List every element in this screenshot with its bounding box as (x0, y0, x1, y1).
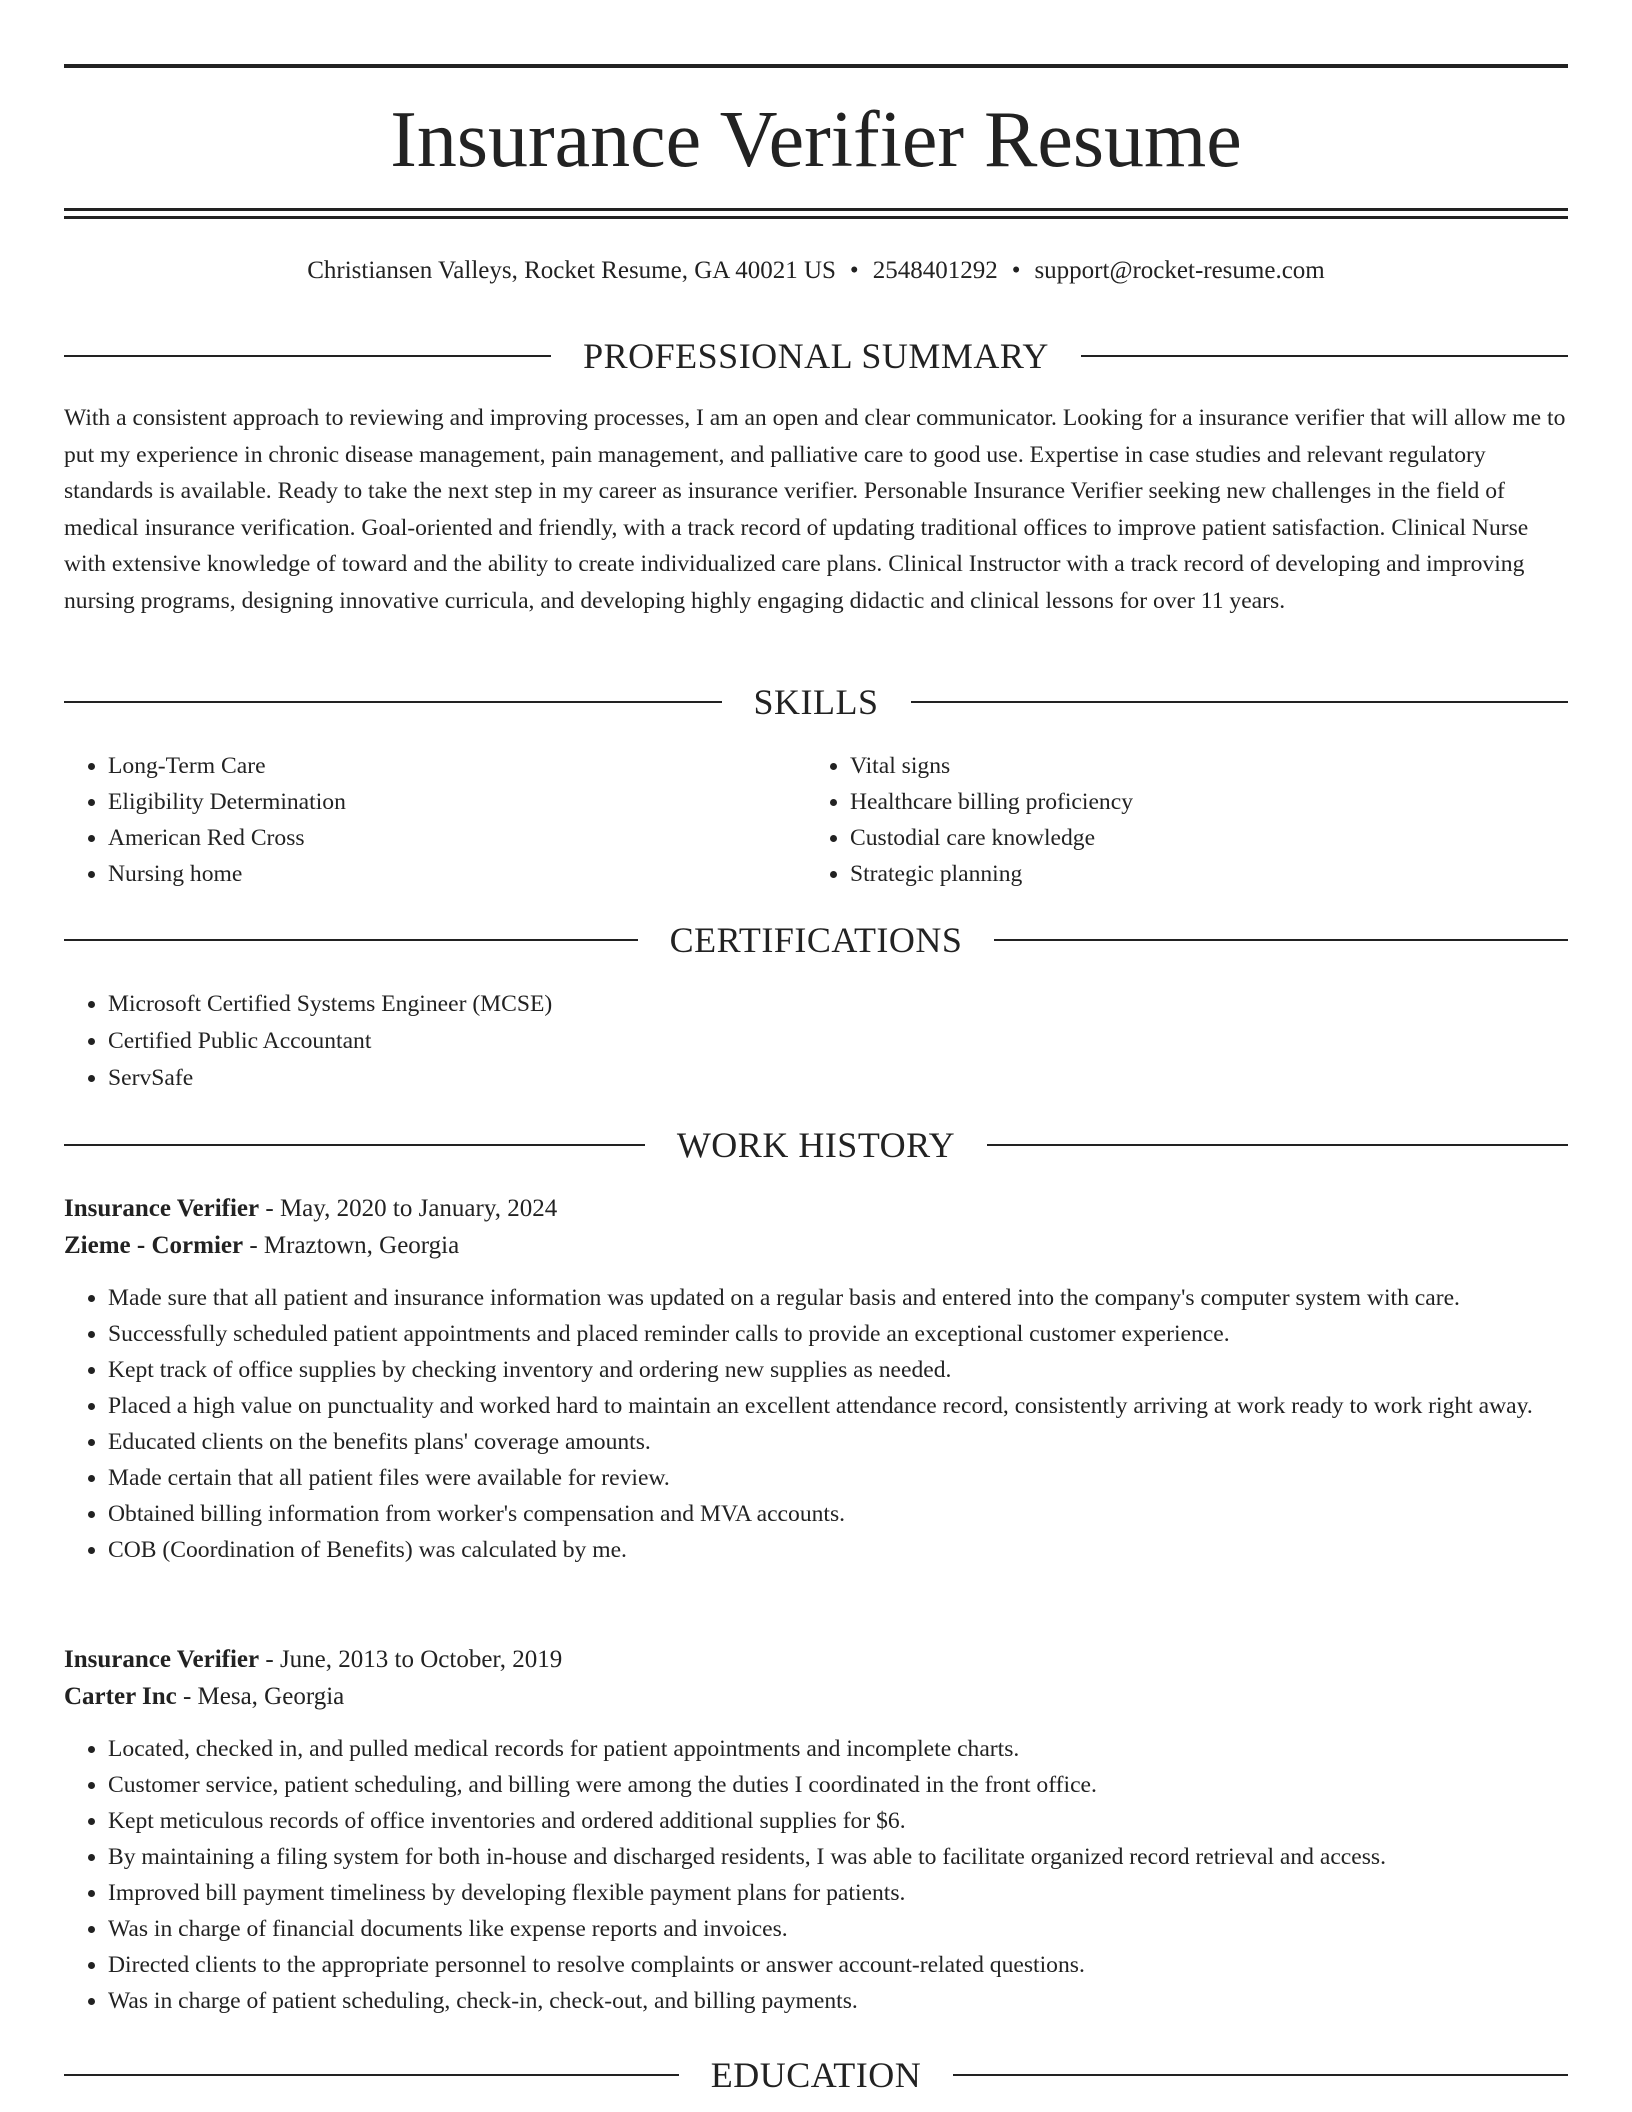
skill-item: • Nursing home (108, 856, 764, 892)
skill-item: • Healthcare billing proficiency (850, 784, 1506, 820)
duty-item: • Educated clients on the benefits plans' coverage amounts. (108, 1424, 1568, 1460)
job-title: Insurance Verifier (64, 1646, 260, 1673)
duty-item: • Located, checked in, and pulled medical records for patient appointments and incomplete charts. (108, 1731, 1568, 1767)
section-title: EDUCATION (710, 2055, 922, 2095)
heading-rule (1081, 355, 1568, 357)
title-rule-lower (64, 216, 1568, 219)
certification-item: • Microsoft Certified Systems Engineer (MCSE) (108, 986, 1568, 1023)
job-title: Insurance Verifier (64, 1195, 260, 1222)
section-title: WORK HISTORY (676, 1125, 956, 1165)
job-company-line: Carter Inc - Mesa, Georgia (64, 1683, 345, 1710)
heading-rule (64, 1144, 645, 1146)
job-duties (64, 1280, 1568, 1568)
job-company-line: Zieme - Cormier - Mraztown, Georgia (64, 1232, 460, 1259)
certification-item: • Certified Public Accountant (108, 1023, 1568, 1060)
heading-rule (64, 355, 551, 357)
heading-rule (64, 2074, 679, 2076)
duty-item: • Kept meticulous records of office inventories and ordered additional supplies for $6. (108, 1803, 1568, 1839)
duty-item: • Made sure that all patient and insurance information was updated on a regular basis and entered into the company's computer system with care. (108, 1280, 1568, 1316)
heading-rule (994, 939, 1568, 941)
section-title: CERTIFICATIONS (669, 920, 963, 960)
duty-item: • Made certain that all patient files were available for review. (108, 1460, 1568, 1496)
contact-email: support@rocket-resume.com (1034, 257, 1325, 284)
contact-separator: • (849, 257, 859, 284)
work-history-section-heading (64, 1123, 1568, 1167)
skill-item: • American Red Cross (108, 820, 764, 856)
job-dates: June, 2013 to October, 2019 (279, 1646, 563, 1673)
skills-column-left (64, 748, 764, 892)
certification-item: • ServSafe (108, 1060, 1568, 1097)
job-company: Carter Inc (64, 1683, 177, 1710)
job-company: Zieme - Cormier (64, 1232, 244, 1259)
job-title-line: Insurance Verifier - May, 2020 to January, 2024 (64, 1195, 558, 1222)
duty-item: • Improved bill payment timeliness by developing flexible payment plans for patients. (108, 1875, 1568, 1911)
job-location: Mraztown, Georgia (263, 1232, 460, 1259)
job-entry (64, 1190, 1568, 1568)
education-section-heading (64, 2053, 1568, 2097)
contact-separator: • (1011, 257, 1021, 284)
skill-item: • Vital signs (850, 748, 1506, 784)
duty-item: • Customer service, patient scheduling, and billing were among the duties I coordinated in the front office. (108, 1767, 1568, 1803)
skills-column-right (806, 748, 1506, 892)
skill-item: • Strategic planning (850, 856, 1506, 892)
top-rule (64, 64, 1568, 68)
job-location: Mesa, Georgia (197, 1683, 345, 1710)
duty-item: • Kept track of office supplies by checking inventory and ordering new supplies as needed. (108, 1352, 1568, 1388)
contact-address: Christiansen Valleys, Rocket Resume, GA 40021 US (307, 257, 836, 284)
section-title: PROFESSIONAL SUMMARY (583, 336, 1049, 376)
heading-rule (953, 2074, 1568, 2076)
job-dates: May, 2020 to January, 2024 (279, 1195, 558, 1222)
skill-item: • Long-Term Care (108, 748, 764, 784)
duty-item: • Placed a high value on punctuality and worked hard to maintain an excellent attendance record, consistently arriving at work ready to work right away. (108, 1388, 1568, 1424)
skill-item: • Eligibility Determination (108, 784, 764, 820)
title-rule-upper (64, 208, 1568, 211)
heading-rule (64, 701, 722, 703)
certifications-list (64, 986, 1568, 1097)
section-title: SKILLS (753, 682, 879, 722)
job-entry (64, 1641, 1568, 2019)
contact-phone: 2548401292 (872, 257, 998, 284)
duty-item: • Directed clients to the appropriate personnel to resolve complaints or answer account-related questions. (108, 1947, 1568, 1983)
heading-rule (64, 939, 638, 941)
job-duties (64, 1731, 1568, 2019)
heading-rule (911, 701, 1569, 703)
duty-item: • Successfully scheduled patient appointments and placed reminder calls to provide an exceptional customer experience. (108, 1316, 1568, 1352)
job-title-line: Insurance Verifier - June, 2013 to October, 2019 (64, 1646, 563, 1673)
contact-line (64, 255, 1568, 287)
skills-section-heading (64, 680, 1568, 724)
heading-rule (987, 1144, 1568, 1146)
duty-item: • Was in charge of financial documents like expense reports and invoices. (108, 1911, 1568, 1947)
summary-text: With a consistent approach to reviewing and improving processes, I am an open and clear communicator. Looking for a insurance verifier that will allow me to put my experience in chronic disease management, pain management, and palliative care to good use. Expertise in case studies and relevant regulatory standards is available. Ready to take the next step in my career as insurance verifier. Personable Insurance Verifier seeking new challenges in the field of medical insurance verification. Goal-oriented and friendly, with a track record of updating traditional offices to improve patient satisfaction. Clinical Nurse with extensive knowledge of toward and the ability to create individualized care plans. Clinical Instructor with a track record of developing and improving nursing programs, designing innovative curricula, and developing highly engaging didactic and clinical lessons for over 11 years. (64, 405, 1566, 614)
duty-item: • Was in charge of patient scheduling, check-in, check-out, and billing payments. (108, 1983, 1568, 2019)
duty-item: • Obtained billing information from worker's compensation and MVA accounts. (108, 1496, 1568, 1532)
certifications-section-heading (64, 918, 1568, 962)
summary-section-heading (64, 334, 1568, 378)
skill-item: • Custodial care knowledge (850, 820, 1506, 856)
resume-title: Insurance Verifier Resume (390, 96, 1242, 184)
duty-item: • By maintaining a filing system for both in-house and discharged residents, I was able to facilitate organized record retrieval and access. (108, 1839, 1568, 1875)
duty-item: • COB (Coordination of Benefits) was calculated by me. (108, 1532, 1568, 1568)
